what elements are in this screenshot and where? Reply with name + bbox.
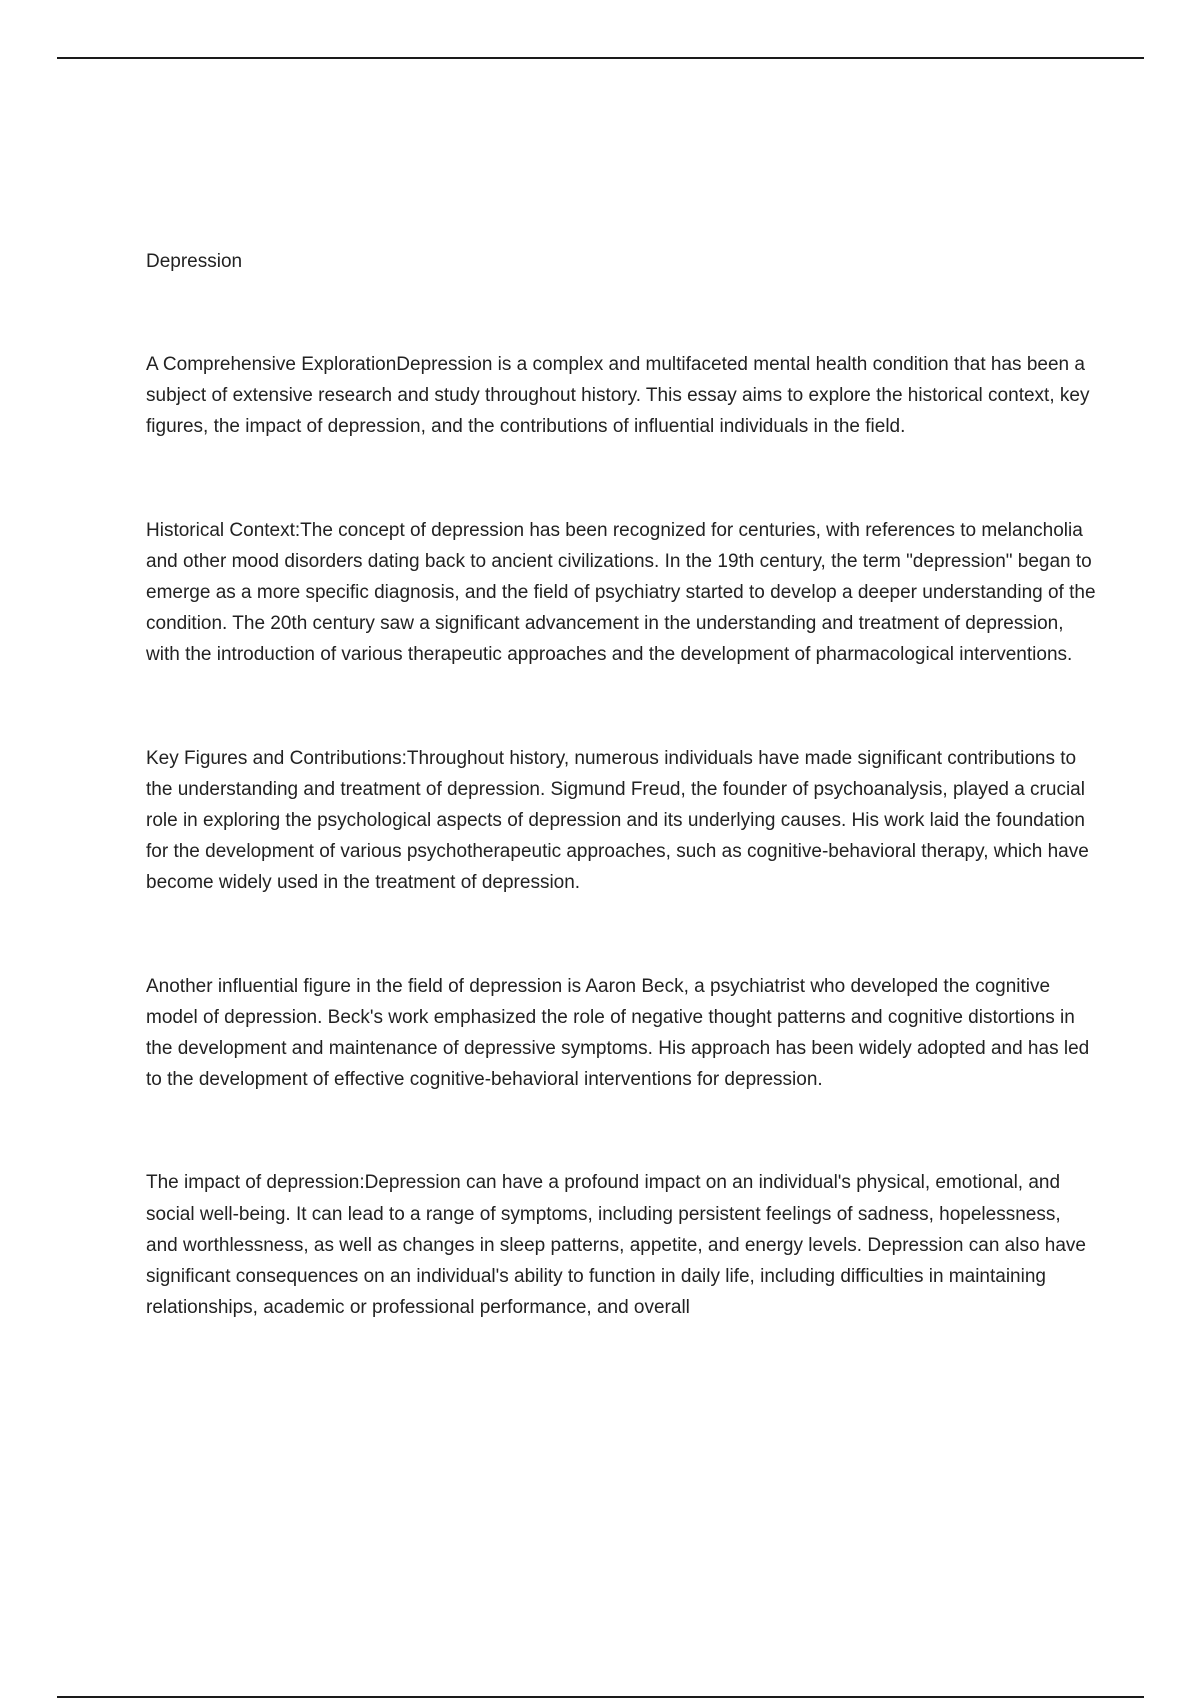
document-title: Depression [146,251,243,272]
header-rule [57,57,1144,59]
paragraph-key-figures: Key Figures and Contributions:Throughout history, numerous individuals have made significant contributions to the understanding and treatment of depression. Sigmund Freud, the founder of psychoanalysis, played a crucial role in exploring the psychological aspects of depression and its underlying causes. His work laid the foundation for the development of various psychotherapeutic approaches, such as cognitive-behavioral therapy, which have become widely used in the treatment of depression. [146,747,1089,894]
paragraph-impact: The impact of depression:Depression can have a profound impact on an individual's physical, emotional, and social well-being. It can lead to a range of symptoms, including persistent feelings of sadness, hopelessness, and worthlessness, as well as changes in sleep patterns, appetite, and energy levels. Depression can also have significant consequences on an individual's ability to function in daily life, including difficulties in maintaining relationships, academic or professional performance, and overall [146,1172,1086,1319]
paragraph-introduction: A Comprehensive ExplorationDepression is a complex and multifaceted mental health condition that has been a subject of extensive research and study throughout history. This essay aims to explore the historical context, key figures, the impact of depression, and the contributions of influential individuals in the field. [146,354,1090,438]
footer-rule [57,1696,1144,1698]
paragraph-historical-context: Historical Context:The concept of depression has been recognized for centuries, with references to melancholia and other mood disorders dating back to ancient civilizations. In the 19th century, the term "depression" began to emerge as a more specific diagnosis, and the field of psychiatry started to develop a deeper understanding of the condition. The 20th century saw a significant advancement in the understanding and treatment of depression, with the introduction of various therapeutic approaches and the development of pharmacological interventions. [146,519,1096,666]
document-body [146,246,1096,1323]
paragraph-aaron-beck: Another influential figure in the field of depression is Aaron Beck, a psychiatrist who developed the cognitive model of depression. Beck's work emphasized the role of negative thought patterns and cognitive distortions in the development and maintenance of depressive symptoms. His approach has been widely adopted and has led to the development of effective cognitive-behavioral interventions for depression. [146,975,1090,1091]
